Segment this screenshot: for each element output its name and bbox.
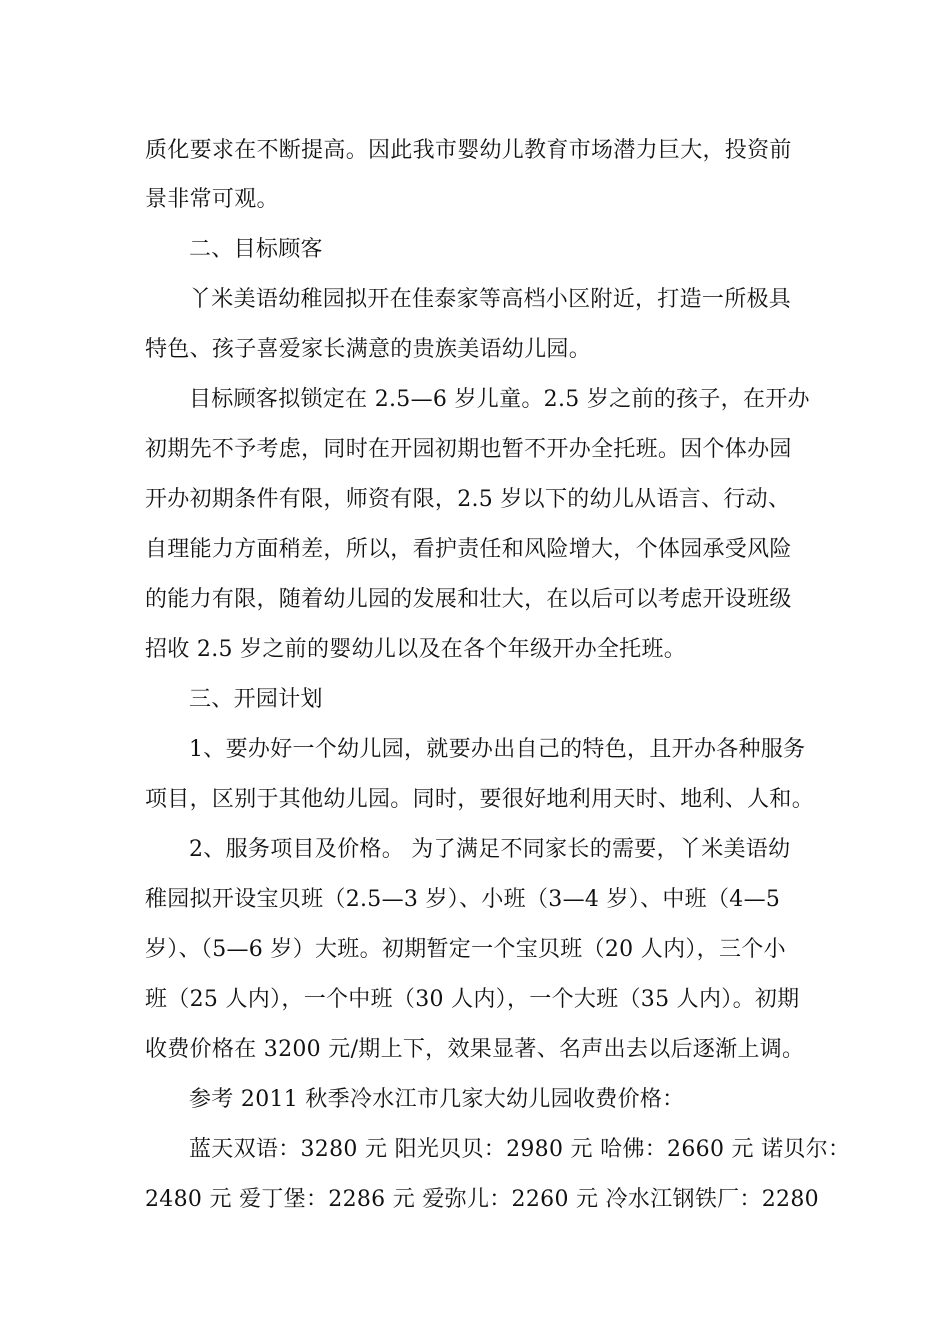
- paragraph-line: 招收 2.5 岁之前的婴幼儿以及在各个年级开办全托班。: [145, 637, 687, 662]
- paragraph-line: 岁）、（5—6 岁）大班。初期暂定一个宝贝班（20 人内），三个小: [145, 937, 786, 962]
- paragraph-line: 初期先不予考虑，同时在开园初期也暂不开办全托班。因个体办园: [145, 437, 792, 462]
- paragraph-line: 的能力有限，随着幼儿园的发展和壮大，在以后可以考虑开设班级: [145, 587, 792, 612]
- paragraph-line: 特色、孩子喜爱家长满意的贵族美语幼儿园。: [145, 337, 592, 362]
- paragraph-line: 自理能力方面稍差，所以，看护责任和风险增大，个体园承受风险: [145, 537, 792, 562]
- paragraph-line: 班（25 人内），一个中班（30 人内），一个大班（35 人内）。初期: [145, 987, 800, 1012]
- paragraph-line: 丫米美语幼稚园拟开在佳泰家等高档小区附近，打造一所极具: [189, 287, 792, 312]
- paragraph-line: 开办初期条件有限，师资有限，2.5 岁以下的幼儿从语言、行动、: [145, 487, 791, 512]
- paragraph-line: 1、要办好一个幼儿园，就要办出自己的特色，且开办各种服务: [189, 737, 806, 762]
- paragraph-line: 项目，区别于其他幼儿园。同时，要很好地利用天时、地利、人和。: [145, 787, 815, 812]
- paragraph-line: 2480 元 爱丁堡：2286 元 爱弥儿：2260 元 冷水江钢铁厂：2280: [145, 1187, 819, 1212]
- paragraph-line: 目标顾客拟锁定在 2.5—6 岁儿童。2.5 岁之前的孩子，在开办: [189, 387, 810, 412]
- paragraph-line: 蓝天双语：3280 元 阳光贝贝：2980 元 哈佛：2660 元 诺贝尔：: [189, 1137, 851, 1162]
- paragraph-line: 2、服务项目及价格。 为了满足不同家长的需要，丫米美语幼: [189, 837, 791, 862]
- paragraph-line: 质化要求在不断提高。因此我市婴幼儿教育市场潜力巨大，投资前: [145, 138, 792, 163]
- paragraph-line: 收费价格在 3200 元/期上下，效果显著、名声出去以后逐渐上调。: [145, 1037, 805, 1062]
- section-heading: 三、开园计划: [189, 687, 323, 712]
- section-heading: 二、目标顾客: [189, 237, 323, 262]
- paragraph-line: 稚园拟开设宝贝班（2.5—3 岁）、小班（3—4 岁）、中班（4—5: [145, 887, 781, 912]
- paragraph-line: 景非常可观。: [145, 187, 279, 212]
- paragraph-line: 参考 2011 秋季冷水江市几家大幼儿园收费价格：: [189, 1087, 685, 1112]
